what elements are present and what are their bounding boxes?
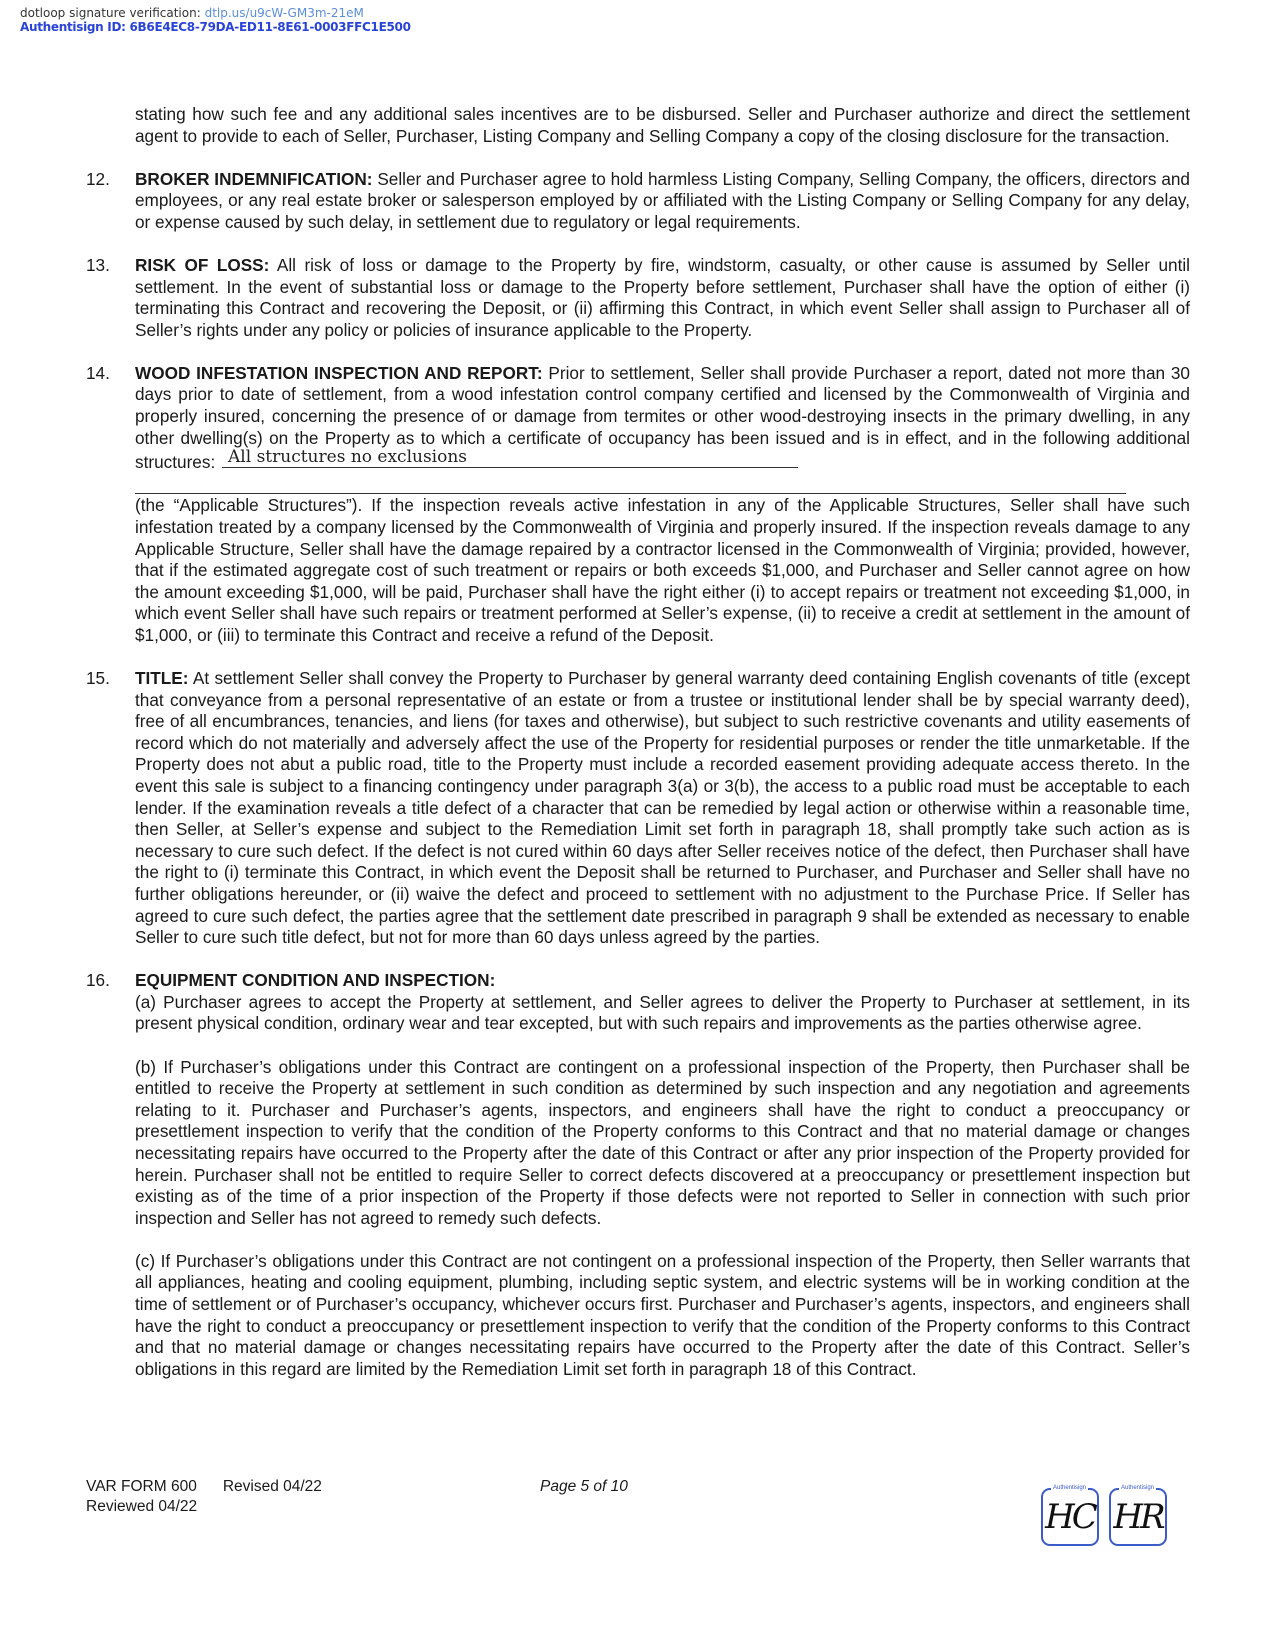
authentisign-tag: Authentisign: [1053, 1485, 1087, 1491]
section-16-equipment-condition: [86, 970, 1190, 1380]
reviewed-date: Reviewed 04/22: [86, 1498, 198, 1515]
initials-first: HC: [1045, 1497, 1095, 1537]
additional-structures-value: All structures no exclusions: [228, 447, 468, 468]
authentisign-tag: Authentisign: [1121, 1485, 1155, 1491]
section-number: 12.: [86, 168, 110, 189]
dotloop-verification-label: dotloop signature verification:: [20, 6, 201, 20]
section-text-after: (the “Applicable Structures”). If the inspection reveals active infestation in any of the Applicable Structures, Seller shall have such infestation treated by a company licensed by the Commonwealth of Virginia and properly insured. If the inspection reveals damage to any Applicable Structure, Seller shall have the damage repaired by a contractor licensed in the Commonwealth of Virginia; provided, however, that if the estimated aggregate cost of such treatment or repairs or both exceeds $1,000, and Purchaser and Seller cannot agree on how the amount exceeding $1,000, will be paid, Purchaser shall have the right either (i) to accept repairs or treatment not exceeding $1,000, in which event Seller shall have such repairs or treatment performed at Seller’s expense, (ii) to receive a credit at settlement in the amount of $1,000, or (iii) to terminate this Contract and receive a refund of the Deposit.: [135, 495, 1190, 645]
initials-box-second[interactable]: [1109, 1485, 1167, 1546]
section-12-broker-indemnification: [86, 169, 1190, 234]
contract-page-body: [86, 104, 1190, 1380]
section-13-risk-of-loss: [86, 255, 1190, 341]
additional-structures-field[interactable]: [222, 449, 774, 468]
revised-date: Revised 04/22: [222, 1478, 322, 1495]
section-text: Seller and Purchaser agree to hold harmless Listing Company, Selling Company, the officers, directors and employees, or any real estate broker or salesperson employed by or affiliated with the Listing Company or Selling Company for any delay, or expense caused by such delay, in settlement due to regulatory or legal requirements.: [135, 168, 1190, 232]
page-number: Page 5 of 10: [540, 1478, 628, 1495]
dotloop-verification-line: [20, 6, 411, 20]
section-text: At settlement Seller shall convey the Property to Purchaser by general warranty deed containing English covenants of title (except that conveyance from a personal representative of an estate or from a trustee or institutional lender shall be by special warranty deed), free of all encumbrances, tenancies, and liens (for taxes and otherwise), but subject to such restrictive covenants and utility easements of record which do not materially and adversely affect the use of the Property for residential purposes or render the title unmarketable. If the Property does not abut a public road, title to the Property must include a recorded easement providing adequate access thereto. In the event this sale is subject to a financing contingency under paragraph 3(a) or 3(b), the access to a public road must be acceptable to each lender. If the examination reveals a title defect of a character that can be remedied by legal action or otherwise within a reasonable time, then Seller, at Seller’s expense and subject to the Remediation Limit set forth in paragraph 18, shall promptly take such action as is necessary to cure such defect. If the defect is not cured within 60 days after Seller receives notice of the defect, then Purchaser shall have the right to (i) terminate this Contract, in which event the Deposit shall be returned to Purchaser, and Purchaser and Seller shall have no further obligations hereunder, or (ii) waive the defect and proceed to settlement with no adjustment to the Purchase Price. If Seller has agreed to cure such defect, the parties agree that the settlement date prescribed in paragraph 9 shall be extended as necessary to enable Seller to cure such title defect, but not for more than 60 days unless agreed by the parties.: [135, 668, 1191, 948]
paragraph-16b: (b) If Purchaser’s obligations under this Contract are contingent on a professional inspection of the Property, then Purchaser shall be entitled to receive the Property at settlement in such condition as determined by such inspection and any negotiation and agreements relating to it. Purchaser and Purchaser’s agents, inspectors, and engineers shall have the right to conduct a preoccupancy or presettlement inspection to verify that the condition of the Property conforms to this Contract and that no material damage or changes necessitating repairs have occurred to the Property after the date of this Contract or after any prior inspection of the Property provided for herein. Purchaser shall not be entitled to require Seller to correct defects discovered at a preoccupancy or presettlement inspection but existing as of the time of a prior inspection of the Property if those defects were not reported to Seller in connection with such prior inspection and Seller has not agreed to remedy such defects.: [135, 1056, 1190, 1228]
paragraph-11-continuation: stating how such fee and any additional sales incentives are to be disbursed. Seller and Purchaser authorize and direct the settlement agent to provide to each of Seller, Purchaser, Listing Company and Selling Company a copy of the closing disclosure for the transaction.: [135, 104, 1190, 146]
section-number: 14.: [86, 362, 110, 383]
form-number: VAR FORM 600: [86, 1478, 197, 1495]
section-14-wood-infestation: [86, 363, 1190, 647]
form-footer: [86, 1477, 322, 1517]
section-heading: RISK OF LOSS:: [135, 254, 270, 275]
dotloop-verification-link[interactable]: dtlp.us/u9cW-GM3m-21eM: [204, 6, 364, 20]
paragraph-16a: (a) Purchaser agrees to accept the Property at settlement, and Seller agrees to deliver the Property to Purchaser at settlement, in its present physical condition, ordinary wear and tear excepted, but with such repairs and improvements as the parties otherwise agree.: [135, 991, 1190, 1034]
section-15-title: [86, 668, 1190, 949]
paragraph-16c: (c) If Purchaser’s obligations under this Contract are not contingent on a professional inspection of the Property, then Seller warrants that all appliances, heating and cooling equipment, plumbing, including septic system, and electric systems will be in working condition at the time of settlement or of Purchaser’s occupancy, whichever occurs first. Purchaser and Purchaser’s agents, inspectors, and engineers shall have the right to conduct a preoccupancy or presettlement inspection to verify that the condition of the Property conforms to this Contract and that no material damage or changes necessitating repairs have occurred to the Property after the date of this Contract. Seller’s obligations in this regard are limited by the Remediation Limit set forth in paragraph 18 of this Contract.: [135, 1250, 1190, 1379]
section-text: All risk of loss or damage to the Property by fire, windstorm, casualty, or other cause is assumed by Seller until settlement. In the event of substantial loss or damage to the Property before settlement, Purchaser shall have the option of either (i) terminating this Contract and recovering the Deposit, or (ii) affirming this Contract, in which event Seller shall assign to Purchaser all of Seller’s rights under any policy or policies of insurance applicable to the Property.: [135, 254, 1190, 340]
initials-second: HR: [1113, 1497, 1163, 1537]
additional-structures-blank-line[interactable]: [135, 474, 1126, 494]
authentisign-id: Authentisign ID: 6B6E4EC8-79DA-ED11-8E61-0003FFC1E500: [20, 20, 411, 34]
section-heading: TITLE:: [135, 668, 189, 689]
signature-verification-header: [20, 6, 411, 34]
section-number: 16.: [86, 970, 110, 991]
section-number: 13.: [86, 254, 110, 275]
section-text-before: Prior to settlement, Seller shall provide Purchaser a report, dated not more than 30 days prior to date of settlement, from a wood infestation control company certified and licensed by the Commonwealth of Virginia and properly insured, concerning the presence of or damage from termites or other wood-destroying insects in the primary dwelling, in any other dwelling(s) on the Property as to which a certificate of occupancy has been issued and is in effect, and in the following additional structures:: [135, 362, 1190, 473]
section-number: 15.: [86, 668, 110, 689]
section-heading: EQUIPMENT CONDITION AND INSPECTION:: [135, 970, 496, 991]
field-underline-tail: [774, 449, 798, 468]
section-heading: WOOD INFESTATION INSPECTION AND REPORT:: [135, 362, 543, 383]
section-heading: BROKER INDEMNIFICATION:: [135, 168, 373, 189]
initials-box-first[interactable]: [1041, 1485, 1099, 1546]
